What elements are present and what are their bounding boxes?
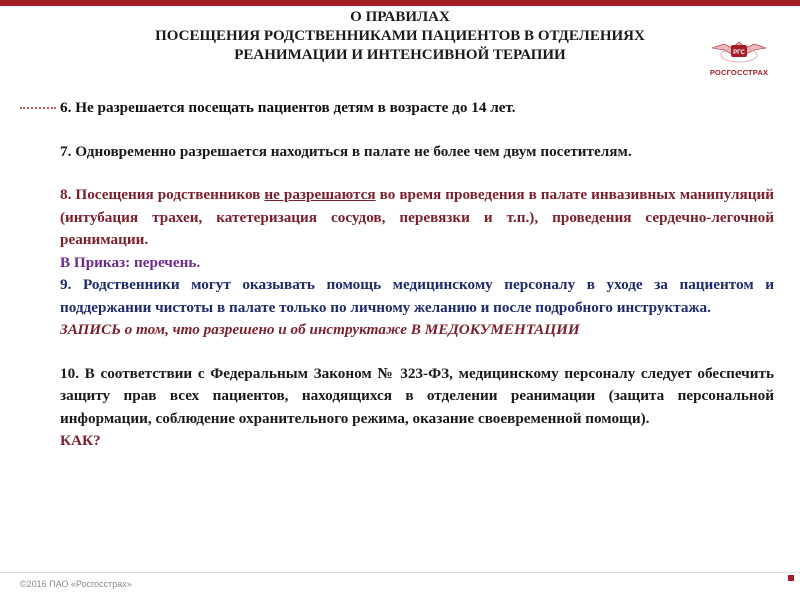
- footer-divider: [0, 572, 800, 573]
- record-note: ЗАПИСЬ о том, что разрешено и об инструктаже В МЕДОКУМЕНТАЦИИ: [60, 321, 580, 338]
- rule-8-end: во время проведения в палате инвазивных манипуляций (интубация трахеи, катетеризация сосудов, перевязки и т.п.), проведения сердечно-легочной реанимации.: [60, 186, 774, 248]
- footer-copyright: ©2016 ПАО «Росгосстрах»: [20, 579, 132, 589]
- page-title: [120, 8, 680, 65]
- rosgosstrakh-logo: [704, 34, 774, 82]
- rule-8-underlined: не разрешаются: [264, 186, 376, 203]
- rules-content: [60, 97, 774, 453]
- top-accent-bar: [0, 0, 800, 6]
- eagle-emblem-icon: [704, 34, 774, 68]
- rule-7: 7. Одновременно разрешается находиться в палате не более чем двум посетителям.: [60, 142, 632, 160]
- rule-6: 6. Не разрешается посещать пациентов детям в возрасте до 14 лет.: [60, 99, 516, 116]
- footer-accent-square: [788, 575, 794, 581]
- question-note: КАК?: [60, 432, 101, 449]
- logo-caption: РОСГОССТРАХ: [709, 68, 769, 77]
- rule-10: 10. В соответствии с Федеральным Законом № 323-ФЗ, медицинскому персоналу следует обеспечить защиту прав всех пациентов, находящихся в отделении реанимации (защита персональной информации, соблюдение охранительного режима, оказание своевременной помощи).: [60, 364, 774, 427]
- title-line-2: ПОСЕЩЕНИЯ РОДСТВЕННИКАМИ ПАЦИЕНТОВ В ОТДЕЛЕНИЯХ: [155, 28, 645, 44]
- title-line-1: О ПРАВИЛАХ: [350, 9, 450, 25]
- logo-badge-text: РГС: [733, 50, 745, 56]
- rule-9: 9. Родственники могут оказывать помощь медицинскому персоналу в уходе за пациентом и поддержании чистоты в палате только по личному желанию и после подробного инструктажа.: [60, 276, 774, 316]
- rule-8-start: 8. Посещения родственников: [60, 186, 265, 203]
- dotted-marker: [20, 107, 56, 109]
- title-line-3: РЕАНИМАЦИИ И ИНТЕНСИВНОЙ ТЕРАПИИ: [234, 47, 566, 63]
- rule-8: [60, 184, 774, 252]
- order-note: В Приказ: перечень.: [60, 253, 201, 271]
